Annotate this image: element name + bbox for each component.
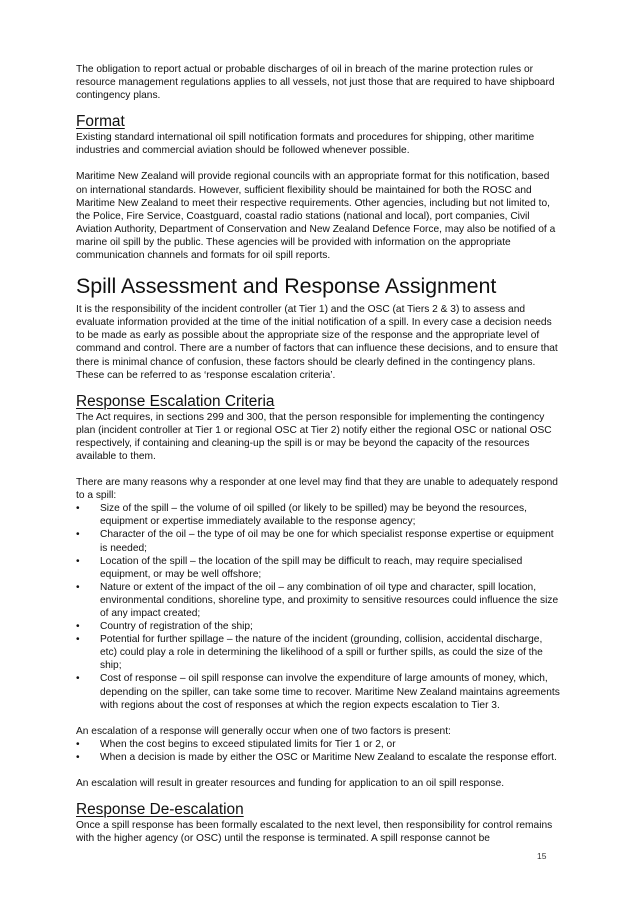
document-page [76,63,562,845]
escalation-factors-list [76,738,562,764]
list-item: • Character of the oil – the type of oil may be one for which specialist response expertise or equipment is needed; [76,529,554,554]
format-paragraph-2: Maritime New Zealand will provide regional councils with an appropriate format for this notification, based on international standards. However, sufficient flexibility should be maintained for both the ROSC and Maritime New Zealand to meet their respective requirements. Other agencies, including but not limited to, the Police, Fire Service, Coastguard, coastal radio stations (national and local), port companies, Civil Aviation Authority, Department of Conservation and New Zealand Defence Force, may also be notified of a marine oil spill by the public. These agencies will be provided with information on the appropriate communication channels and formats for oil spill reports. [76,171,556,262]
list-item: • Nature or extent of the impact of the oil – any combination of oil type and character, spill location, environmental conditions, shoreline type, and proximity to sensitive resources could influence the size of any impact created; [76,581,559,619]
list-item: • When a decision is made by either the OSC or Maritime New Zealand to escalate the response effort. [76,751,557,763]
bullet-icon: • [76,673,80,685]
list-item: • Size of the spill – the volume of oil spilled (or likely to be spilled) may be beyond the resources, equipment or expertise immediately available to the response agency; [76,503,527,528]
deescalation-paragraph: Once a spill response has been formally escalated to the next level, then responsibility for control remains with the higher agency (or OSC) until the response is terminated. A spill response cannot be [76,820,553,845]
intro-paragraph: The obligation to report actual or probable discharges of oil in breach of the marine protection rules or resource management regulations applies to all vessels, not just those that are required to have shipboard contingency plans. [76,64,555,102]
escalation-paragraph-1: The Act requires, in sections 299 and 300, that the person responsible for implementing the contingency plan (incident controller at Tier 1 or regional OSC at Tier 2) notify either the regional OSC or national OSC respectively, if containing and cleaning-up the spill is or may be beyond the capacity of the resources available to them. [76,411,552,462]
assessment-heading: Spill Assessment and Response Assignment [76,274,497,299]
escalation-reasons-list [76,502,562,712]
bullet-icon: • [76,738,80,750]
deescalation-heading: Response De-escalation [76,801,244,819]
bullet-icon: • [76,555,80,567]
bullet-icon: • [76,621,80,633]
list-item: • When the cost begins to exceed stipulated limits for Tier 1 or 2, or [76,738,396,750]
page-number: 15 [537,851,547,861]
format-paragraph-1: Existing standard international oil spill notification formats and procedures for shipping, other maritime industries and commercial aviation should be followed whenever possible. [76,132,535,157]
escalation-heading: Response Escalation Criteria [76,392,275,410]
escalation-paragraph-4: An escalation will result in greater resources and funding for application to an oil spill response. [76,778,505,790]
list-item: • Potential for further spillage – the nature of the incident (grounding, collision, accidental discharge, etc) could play a role in determining the likelihood of a spill or further spills, as could the size of the ship; [76,634,543,672]
bullet-icon: • [76,581,80,593]
escalation-paragraph-2: There are many reasons why a responder at one level may find that they are unable to adequately respond to a spill: [76,477,558,502]
list-item: • Location of the spill – the location of the spill may be difficult to reach, may require specialised equipment, or may be well offshore; [76,555,523,580]
format-heading: Format [76,113,125,131]
list-item: • Country of registration of the ship; [76,621,253,633]
escalation-paragraph-3: An escalation of a response will generally occur when one of two factors is present: [76,725,451,737]
list-item: • Cost of response – oil spill response can involve the expenditure of large amounts of money, which, depending on the spiller, can take some time to recover. Maritime New Zealand maintains agreements with regions about the cost of responses at which the region expects escalation to Tier 3. [76,673,560,711]
bullet-icon: • [76,503,80,515]
bullet-icon: • [76,529,80,541]
assessment-paragraph: It is the responsibility of the incident controller (at Tier 1) and the OSC (at Tiers 2 & 3) to assess and evaluate information provided at the time of the initial notification of a spill. In every case a decision needs to be made as early as possible about the appropriate size of the response and the appropriate level of command and control. There are a number of factors that can influence these decisions, and to ensure that there is minimal chance of confusion, these factors should be clearly defined in the contingency plans. These can be referred to as ‘response escalation criteria’. [76,304,558,381]
bullet-icon: • [76,634,80,646]
bullet-icon: • [76,751,80,763]
